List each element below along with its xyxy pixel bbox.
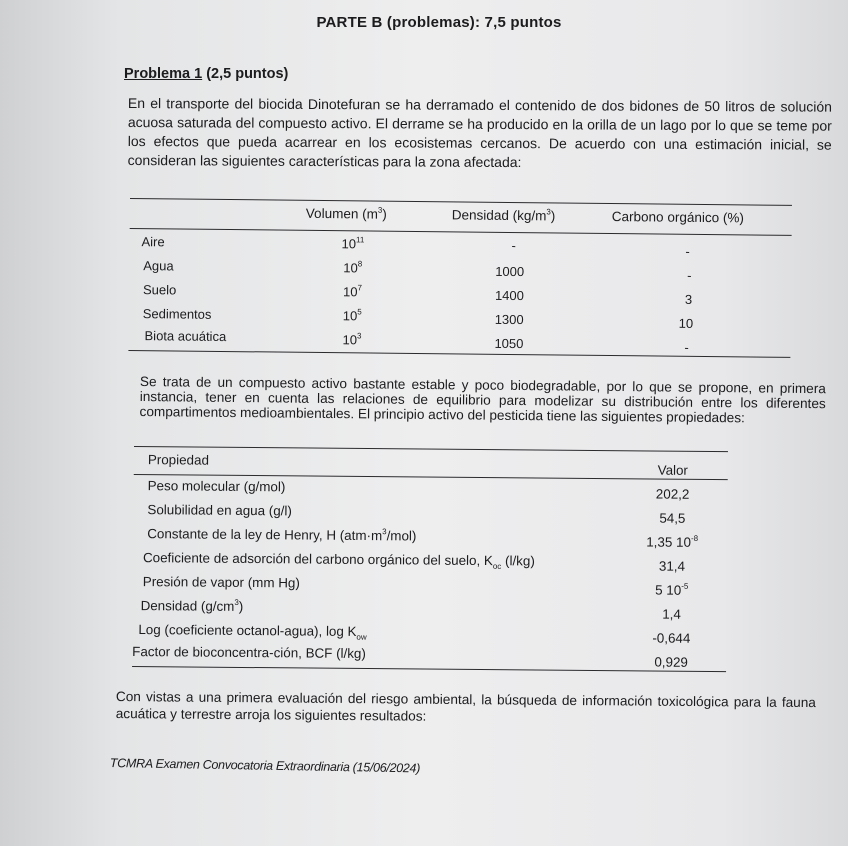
row-volumen: $10^{11}$ — [341, 235, 365, 252]
row-carbono: - — [684, 339, 689, 355]
property-label: Log (coeficiente octanol-agua), $\log K_{ow}$ — [138, 622, 367, 642]
property-value: -0,644 — [652, 630, 691, 646]
properties-intro: Se trata de un compuesto activo bastante estable y poco biodegradable, por lo que se propone, en primera instancia, tener en cuenta las relaciones de equilibrio para modelizar su distribución entre los diferentes compartimentos medioambientales. El principio activo del pesticida tiene las siguientes propiedades: — [139, 374, 826, 426]
properties-table — [132, 446, 728, 670]
property-value: 54,5 — [659, 510, 686, 526]
problem-number: Problema 1 — [124, 66, 203, 82]
row-name: Suelo — [142, 282, 177, 298]
table-header-rule — [130, 228, 792, 236]
row-carbono: 10 — [678, 315, 694, 331]
property-label: Constante de la ley de Henry, H $(atm\cdot m^3/mol)$ — [147, 526, 417, 544]
row-volumen: $10^3$ — [342, 331, 362, 348]
header-propiedad: Propiedad — [147, 452, 210, 468]
row-volumen: $10^5$ — [342, 307, 362, 324]
row-name: Agua — [143, 258, 174, 274]
toxicology-intro: Con vistas a una primera evaluación del riesgo ambiental, la búsqueda de información toxicológica para la fauna acuática y terrestre arroja los siguientes resultados: — [115, 688, 816, 724]
header-densidad: Densidad $(kg/m^3)$ — [451, 206, 556, 224]
property-label: Solubilidad en agua (g/l) — [147, 502, 292, 519]
row-densidad: 1300 — [494, 311, 524, 328]
table-bottom-rule — [128, 350, 790, 358]
row-carbono: 3 — [684, 291, 693, 307]
problem-intro: En el transporte del biocida Dinotefuran se ha derramado el contenido de dos bidones de 50 litros de solución acuosa saturada del compuesto activo. El derrame se ha producido en la orilla de un lago por lo que se teme por los efectos que pueda acarrear en los ecosistemas cercanos. De acuerdo con una estimación inicial, se consideran las siguientes características para la zona afectada: — [127, 94, 832, 171]
property-value: 31,4 — [658, 558, 686, 574]
header-carbono: Carbono orgánico (%) — [611, 209, 744, 226]
property-value: 1,4 — [662, 606, 681, 622]
property-label: Presión de vapor (mm Hg) — [142, 574, 300, 591]
table-top-rule — [130, 198, 792, 206]
row-name: Sedimentos — [142, 306, 212, 322]
property-value: 5 $10^{-5}$ — [655, 581, 689, 598]
row-carbono: - — [685, 243, 690, 259]
header-volumen: Volumen $(m^3)$ — [305, 205, 387, 222]
row-name: Biota acuática — [144, 328, 227, 345]
property-label: Coeficiente de adsorción del carbono orgánico del suelo, $K_{oc}$ (l/kg) — [142, 550, 535, 571]
header-valor: Valor — [657, 462, 688, 478]
table-top-rule — [134, 446, 728, 452]
row-volumen: $10^8$ — [343, 259, 363, 276]
problem-points: (2,5 puntos) — [206, 66, 289, 82]
row-densidad: 1000 — [495, 263, 525, 280]
problem-heading — [124, 66, 288, 82]
row-name: Aire — [141, 234, 165, 250]
property-value: 1,35 $10^{-8}$ — [646, 533, 699, 550]
property-label: Peso molecular (g/mol) — [147, 478, 286, 495]
section-title: PARTE B (problemas): 7,5 puntos — [316, 14, 562, 31]
row-carbono: - — [687, 267, 692, 283]
row-volumen: $10^7$ — [342, 283, 363, 300]
row-densidad: 1050 — [494, 335, 524, 352]
row-densidad: 1400 — [494, 287, 524, 304]
property-label: Densidad $(g/cm^3)$ — [140, 597, 244, 614]
compartments-table — [130, 198, 792, 355]
row-densidad: - — [511, 237, 516, 254]
property-value: 202,2 — [655, 486, 690, 502]
property-value: 0,929 — [654, 654, 688, 670]
exam-footer: TCMRA Examen Convocatoria Extraordinaria (15/06/2024) — [109, 756, 421, 776]
property-label: Factor de bioconcentra-ción, BCF (l/kg) — [132, 643, 366, 662]
